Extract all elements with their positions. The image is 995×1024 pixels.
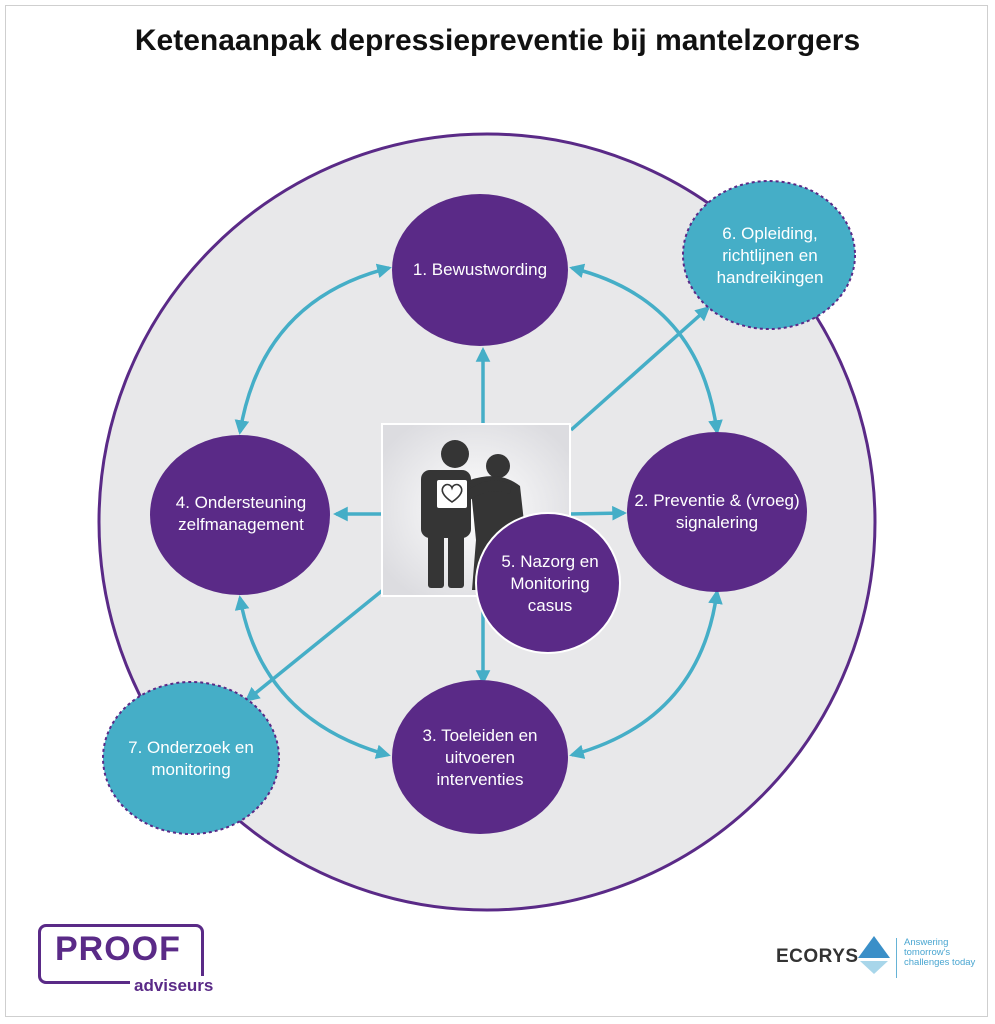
proof-logo-word: PROOF <box>55 930 181 968</box>
node-2-label: 2. Preventie & (vroeg) signalering <box>634 491 800 532</box>
arrow-center-2 <box>570 513 624 514</box>
ecorys-divider <box>896 938 897 978</box>
diagram-title: Ketenaanpak depressiepreventie bij mantelzorgers <box>134 24 861 57</box>
ecorys-logo-word: ECORYS <box>776 946 859 967</box>
ecorys-tagline: Answering tomorrow's challenges today <box>904 937 976 968</box>
node-6-label: 6. Opleiding, richtlijnen en handreikingen <box>716 224 824 287</box>
node-1-label: 1. Bewustwording <box>412 260 548 279</box>
node-3-label: 3. Toeleiden en uitvoeren interventies <box>422 726 538 789</box>
node-4-label: 4. Ondersteuning zelfmanagement <box>175 493 307 534</box>
node-5-label: 5. Nazorg en Monitoring casus <box>501 552 599 615</box>
proof-logo-subtitle: adviseurs <box>130 976 217 996</box>
ecorys-triangle-icon <box>858 936 890 974</box>
node-7-label: 7. Onderzoek en monitoring <box>128 738 254 779</box>
